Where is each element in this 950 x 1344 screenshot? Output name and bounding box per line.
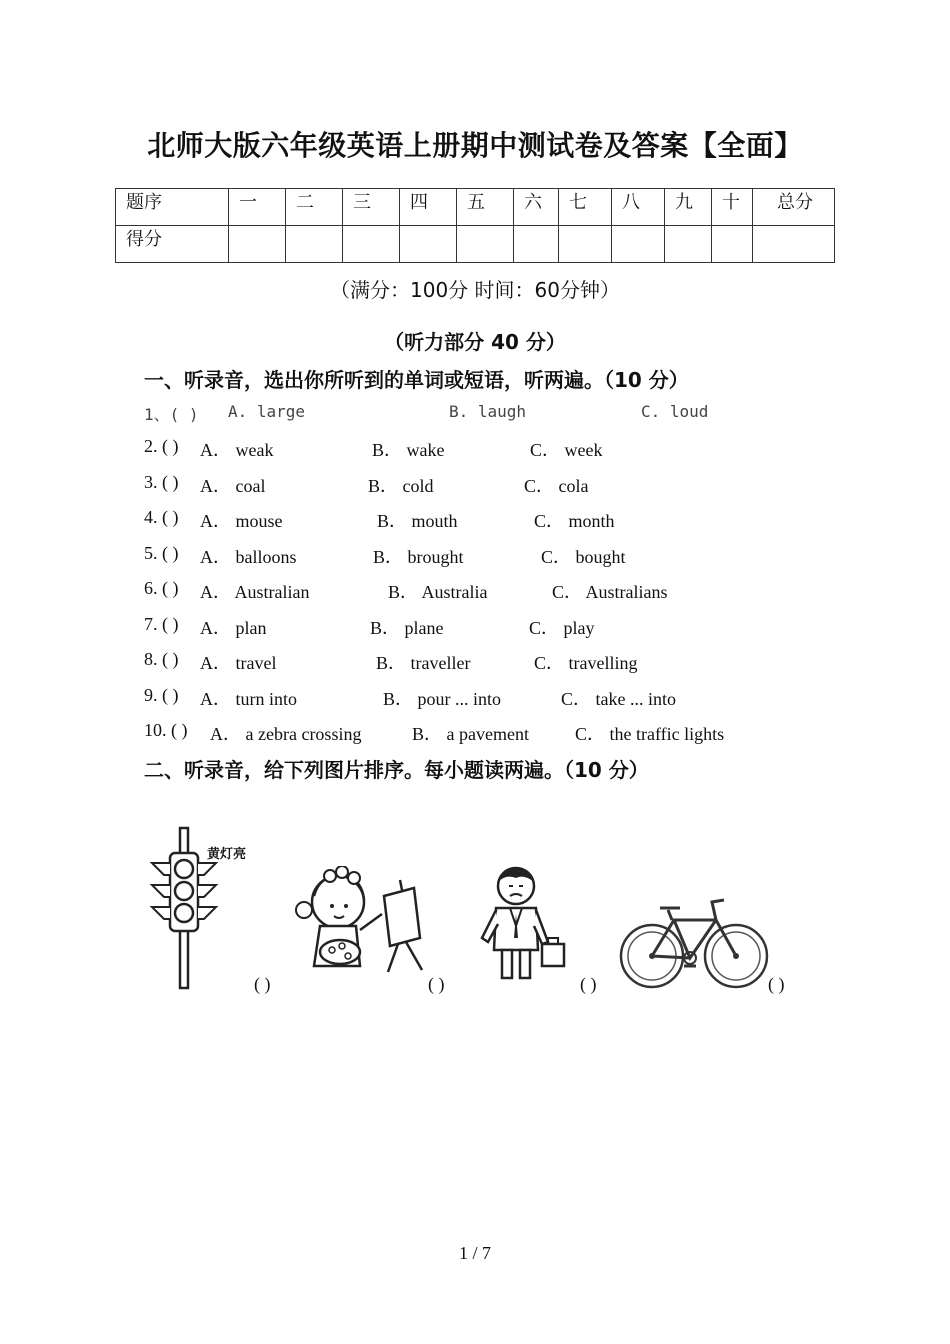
score-cell[interactable] — [665, 226, 712, 263]
option-a: A． weak — [200, 440, 274, 460]
option-c: C． cola — [524, 476, 589, 496]
option-b: B． a pavement — [412, 724, 529, 744]
header-cell: 一 — [229, 189, 286, 226]
option-a: A． mouse — [200, 511, 283, 531]
answer-blank-2[interactable]: ( ) — [428, 974, 445, 994]
question-number: 9. ( ) — [144, 685, 179, 705]
question-number: 1、( ) — [144, 405, 199, 424]
answer-blank-4[interactable]: ( ) — [768, 974, 785, 994]
score-table-header-row — [116, 189, 835, 226]
score-cell[interactable] — [229, 226, 286, 263]
score-cell[interactable] — [559, 226, 612, 263]
header-cell: 三 — [343, 189, 400, 226]
header-cell: 四 — [400, 189, 457, 226]
option-a: A． a zebra crossing — [210, 724, 362, 744]
traffic-light-caption: 黄灯亮 — [207, 847, 247, 862]
option-a: A． turn into — [200, 689, 297, 709]
option-a: A． plan — [200, 618, 267, 638]
option-c: C． month — [534, 511, 615, 531]
question-number: 10. ( ) — [144, 720, 188, 740]
man-with-briefcase-image — [476, 864, 570, 982]
option-b: B． plane — [370, 618, 444, 638]
score-cell[interactable] — [612, 226, 665, 263]
header-cell: 七 — [559, 189, 612, 226]
option-b: B． mouth — [377, 511, 458, 531]
question-number: 7. ( ) — [144, 614, 179, 634]
header-cell: 九 — [665, 189, 712, 226]
score-cell[interactable] — [400, 226, 457, 263]
row-label: 得分 — [116, 226, 229, 263]
listening-part-label: （听力部分 40 分） — [384, 330, 566, 354]
option-c: C． bought — [541, 547, 626, 567]
page-number: 1 / 7 — [458, 1243, 491, 1263]
header-cell: 六 — [514, 189, 559, 226]
answer-blank-1[interactable]: ( ) — [254, 974, 271, 994]
option-b: B． pour ... into — [383, 689, 502, 709]
question-number: 4. ( ) — [144, 507, 179, 527]
option-b: B． Australia — [388, 582, 488, 602]
score-cell[interactable] — [457, 226, 514, 263]
option-c: C． week — [530, 440, 603, 460]
option-b: B． wake — [372, 440, 445, 460]
option-c: C． take ... into — [561, 689, 676, 709]
section1-heading: 一、听录音，选出你所听到的单词或短语，听两遍。（10 分） — [144, 368, 689, 392]
option-b: B． cold — [368, 476, 434, 496]
option-c: C. loud — [641, 402, 709, 421]
question-number: 8. ( ) — [144, 649, 179, 669]
header-cell: 二 — [286, 189, 343, 226]
score-cell[interactable] — [712, 226, 753, 263]
option-a: A． balloons — [200, 547, 297, 567]
option-c: C． travelling — [534, 653, 638, 673]
header-cell: 五 — [457, 189, 514, 226]
header-cell: 总分 — [753, 189, 835, 226]
option-c: C． play — [529, 618, 595, 638]
option-a: A. large — [228, 402, 306, 421]
option-c: C． Australians — [552, 582, 668, 602]
question-number: 6. ( ) — [144, 578, 179, 598]
question-number: 5. ( ) — [144, 543, 179, 563]
exam-info: （满分：100分 时间：60分钟） — [330, 278, 620, 302]
option-c: C． the traffic lights — [575, 724, 725, 744]
score-cell[interactable] — [753, 226, 835, 263]
score-table-score-row — [116, 226, 835, 263]
score-table — [115, 188, 835, 263]
question-number: 3. ( ) — [144, 472, 179, 492]
option-b: B． traveller — [376, 653, 471, 673]
girl-painting-image — [290, 866, 430, 978]
option-b: B． brought — [373, 547, 464, 567]
header-cell: 八 — [612, 189, 665, 226]
score-cell[interactable] — [514, 226, 559, 263]
option-b: B. laugh — [449, 402, 527, 421]
score-cell[interactable] — [286, 226, 343, 263]
section2-heading: 二、听录音，给下列图片排序。每小题读两遍。（10 分） — [144, 758, 649, 782]
answer-blank-3[interactable]: ( ) — [580, 974, 597, 994]
score-cell[interactable] — [343, 226, 400, 263]
page-title: 北师大版六年级英语上册期中测试卷及答案【全面】 — [147, 129, 803, 162]
header-cell: 题序 — [116, 189, 229, 226]
question-number: 2. ( ) — [144, 436, 179, 456]
option-a: A． Australian — [200, 582, 310, 602]
header-cell: 十 — [712, 189, 753, 226]
option-a: A． coal — [200, 476, 266, 496]
option-a: A． travel — [200, 653, 277, 673]
bicycle-image — [616, 894, 772, 992]
